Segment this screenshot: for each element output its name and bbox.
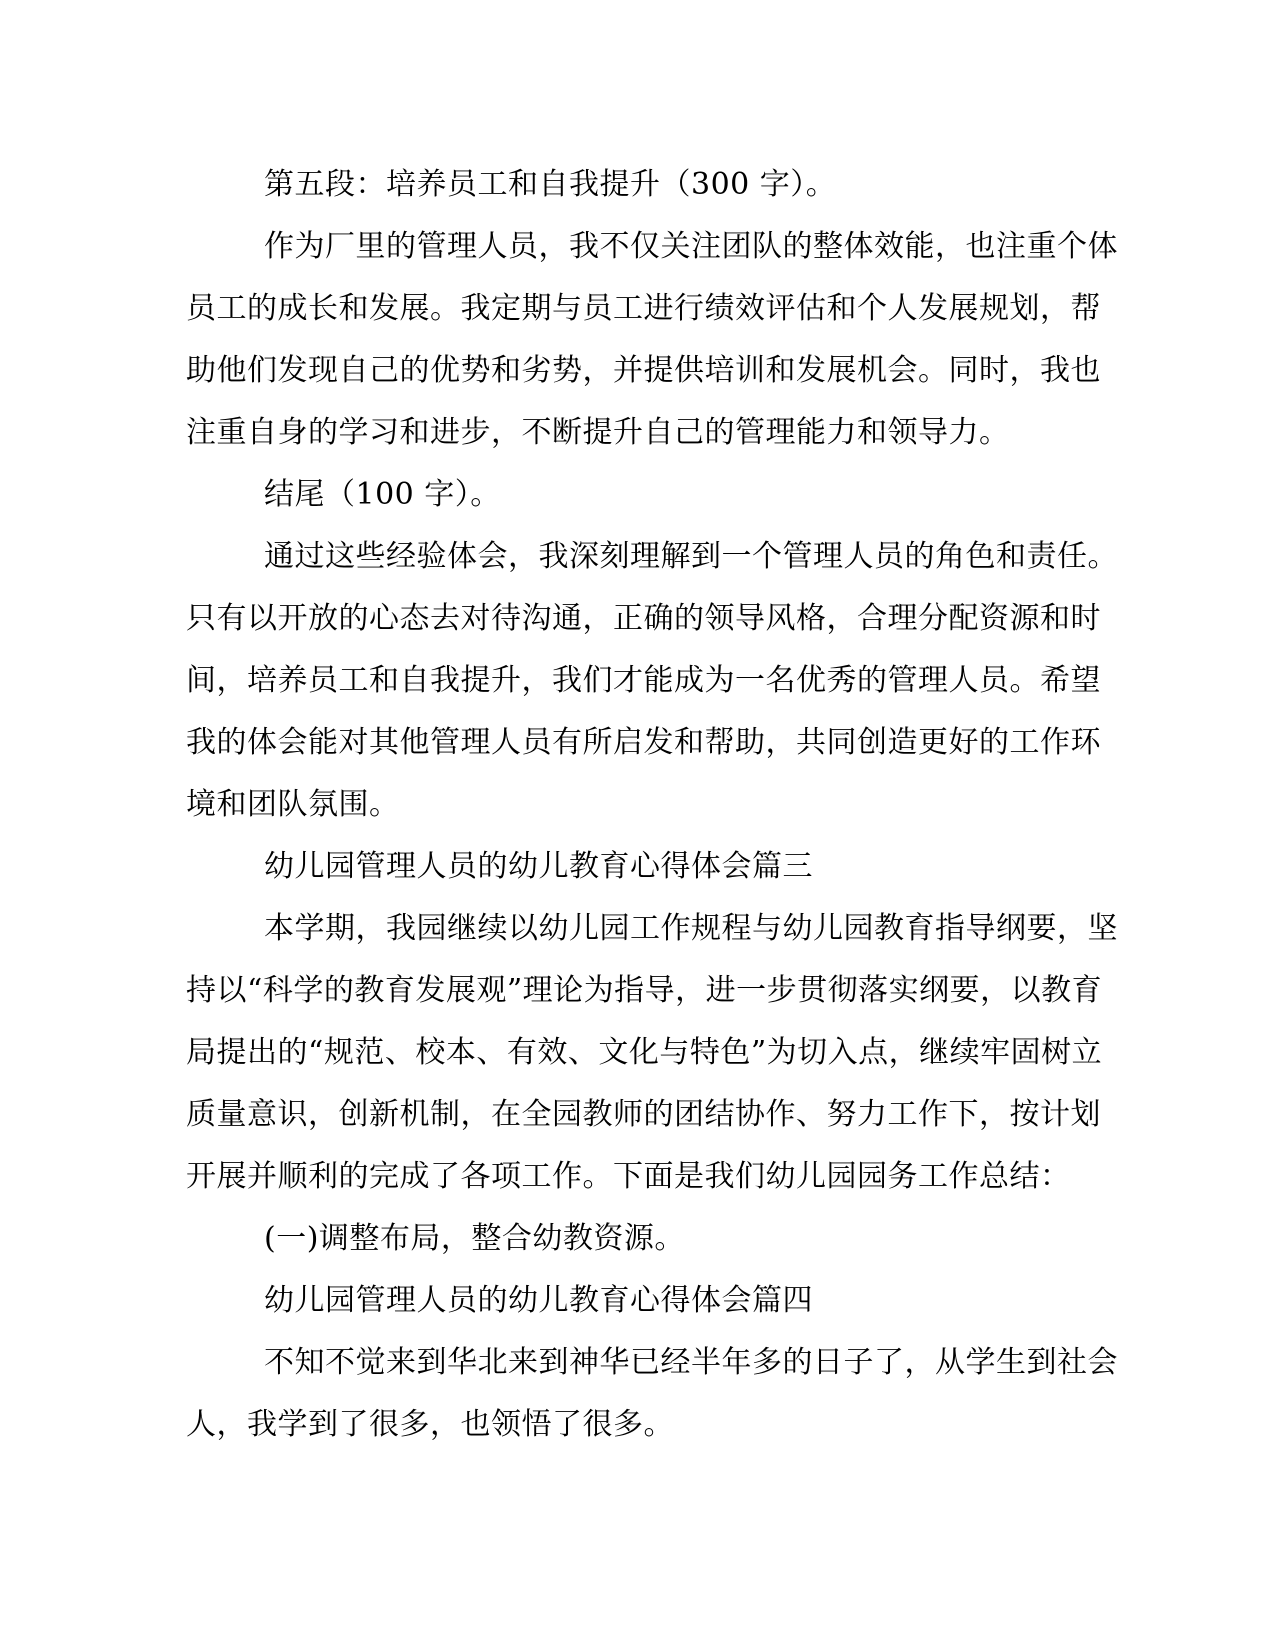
text-line: 只有以开放的心态去对待沟通，正确的领导风格，合理分配资源和时	[186, 601, 1101, 636]
paragraph	[186, 1208, 1121, 1270]
text-line: 幼儿园管理人员的幼儿教育心得体会篇四	[264, 1283, 813, 1318]
text-line: 局提出的“规范、校本、有效、文化与特色”为切入点，继续牢固树立	[186, 1035, 1103, 1070]
text-line: 持以“科学的教育发展观”理论为指导，进一步贯彻落实纲要，以教育	[186, 973, 1103, 1008]
text-line: 结尾（100 字）。	[264, 477, 501, 512]
paragraph	[186, 526, 1121, 836]
paragraph	[186, 1270, 1121, 1332]
paragraph	[186, 836, 1121, 898]
paragraph	[186, 216, 1121, 464]
text-line: 员工的成长和发展。我定期与员工进行绩效评估和个人发展规划，帮	[186, 291, 1101, 326]
paragraph	[186, 464, 1121, 526]
text-line: 我的体会能对其他管理人员有所启发和帮助，共同创造更好的工作环	[186, 725, 1101, 760]
text-line: 助他们发现自己的优势和劣势，并提供培训和发展机会。同时，我也	[186, 353, 1101, 388]
paragraph	[186, 154, 1121, 216]
text-line: 作为厂里的管理人员，我不仅关注团队的整体效能，也注重个体	[264, 229, 1118, 264]
text-line: 通过这些经验体会，我深刻理解到一个管理人员的角色和责任。	[264, 539, 1118, 574]
document-body	[186, 154, 1121, 1456]
text-line: 本学期，我园继续以幼儿园工作规程与幼儿园教育指导纲要，坚	[264, 911, 1118, 946]
text-line: 质量意识，创新机制，在全园教师的团结协作、努力工作下，按计划	[186, 1097, 1101, 1132]
text-line: 注重自身的学习和进步，不断提升自己的管理能力和领导力。	[186, 415, 1010, 450]
text-line: 境和团队氛围。	[186, 787, 400, 822]
text-line: 间，培养员工和自我提升，我们才能成为一名优秀的管理人员。希望	[186, 663, 1101, 698]
text-line: 人，我学到了很多，也领悟了很多。	[186, 1407, 674, 1442]
text-line: 开展并顺利的完成了各项工作。下面是我们幼儿园园务工作总结：	[186, 1159, 1071, 1194]
text-line: (一)调整布局，整合幼教资源。	[264, 1221, 685, 1256]
paragraph	[186, 1332, 1121, 1456]
text-line: 不知不觉来到华北来到神华已经半年多的日子了，从学生到社会	[264, 1345, 1118, 1380]
paragraph	[186, 898, 1121, 1208]
text-line: 第五段：培养员工和自我提升（300 字）。	[264, 167, 837, 202]
text-line: 幼儿园管理人员的幼儿教育心得体会篇三	[264, 849, 813, 884]
